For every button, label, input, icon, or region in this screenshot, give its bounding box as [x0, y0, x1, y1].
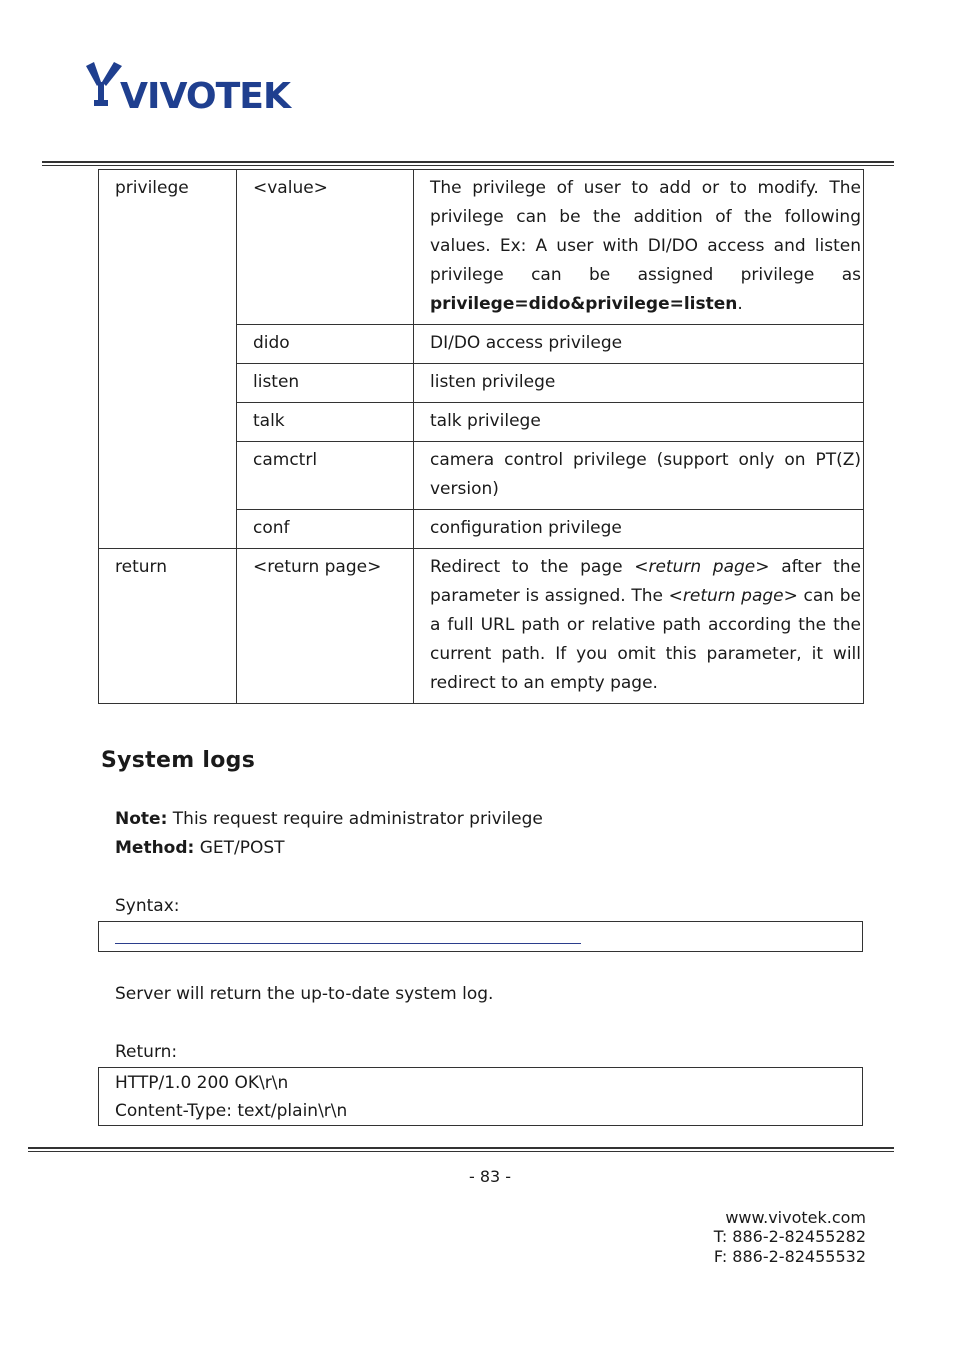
desc-text: after the parameter is assigned	[430, 557, 861, 606]
param-value-cell: talk	[237, 403, 414, 442]
note-line	[115, 807, 543, 831]
method-label: Method:	[115, 838, 195, 858]
param-desc-cell	[414, 549, 864, 704]
param-value-cell: listen	[237, 364, 414, 403]
vivotek-y-logo-icon	[86, 62, 122, 106]
param-desc-cell: DI/DO access privilege	[414, 325, 864, 364]
note-label: Note:	[115, 809, 168, 829]
desc-text: can be a full URL path or relative path according the the current path. If you omit this parameter, it will redirect to an empty page.	[430, 586, 861, 693]
desc-text: . The	[620, 586, 669, 606]
param-desc-cell: listen privilege	[414, 364, 864, 403]
param-value-cell: dido	[237, 325, 414, 364]
table-row	[99, 549, 864, 704]
param-desc-cell: talk privilege	[414, 403, 864, 442]
desc-text: Redirect to the page	[430, 557, 635, 577]
footer-rule	[28, 1147, 894, 1152]
return-label: Return:	[115, 1042, 178, 1062]
parameter-table	[98, 169, 864, 704]
note-text: This request require administrator privilege	[167, 809, 543, 829]
param-value-cell: conf	[237, 510, 414, 549]
desc-text: .	[737, 294, 743, 314]
param-name-cell: privilege	[99, 170, 237, 549]
desc-italic: <return page>	[668, 586, 798, 606]
section-title: System logs	[101, 748, 256, 773]
method-text: GET/POST	[194, 838, 285, 858]
syntax-box	[98, 921, 863, 952]
param-desc-cell: configuration privilege	[414, 510, 864, 549]
syntax-link-underline[interactable]	[115, 943, 581, 944]
table-row	[99, 170, 864, 325]
page-number: - 83 -	[468, 1167, 512, 1186]
desc-bold-example: privilege=dido&privilege=listen	[430, 294, 738, 314]
return-box	[98, 1067, 863, 1126]
server-text: Server will return the up-to-date system log.	[115, 984, 494, 1004]
return-line: Content-Type: text/plain\r\n	[115, 1101, 348, 1121]
param-value-cell: <return page>	[237, 549, 414, 704]
param-name-cell: return	[99, 549, 237, 704]
header-rule	[42, 161, 894, 166]
param-desc-cell	[414, 170, 864, 325]
desc-italic: <return page>	[634, 557, 770, 577]
param-value-cell: <value>	[237, 170, 414, 325]
footer-website: www.vivotek.com	[725, 1208, 866, 1227]
method-line	[115, 836, 285, 860]
footer-phone: T: 886-2-82455282	[713, 1227, 866, 1246]
param-value-cell: camctrl	[237, 442, 414, 510]
footer-fax: F: 886-2-82455532	[713, 1247, 866, 1266]
vivotek-logo	[84, 60, 294, 116]
syntax-label: Syntax:	[115, 896, 180, 916]
logo-wordmark: VIVOTEK	[120, 76, 293, 116]
param-desc-cell: camera control privilege (support only on PT(Z) version)	[414, 442, 864, 510]
desc-text: The privilege of user to add or to modify. The privilege can be the addition of the following values. Ex: A user with DI/DO access and listen privilege can be assigned privilege as	[430, 178, 861, 285]
return-line: HTTP/1.0 200 OK\r\n	[115, 1073, 289, 1093]
